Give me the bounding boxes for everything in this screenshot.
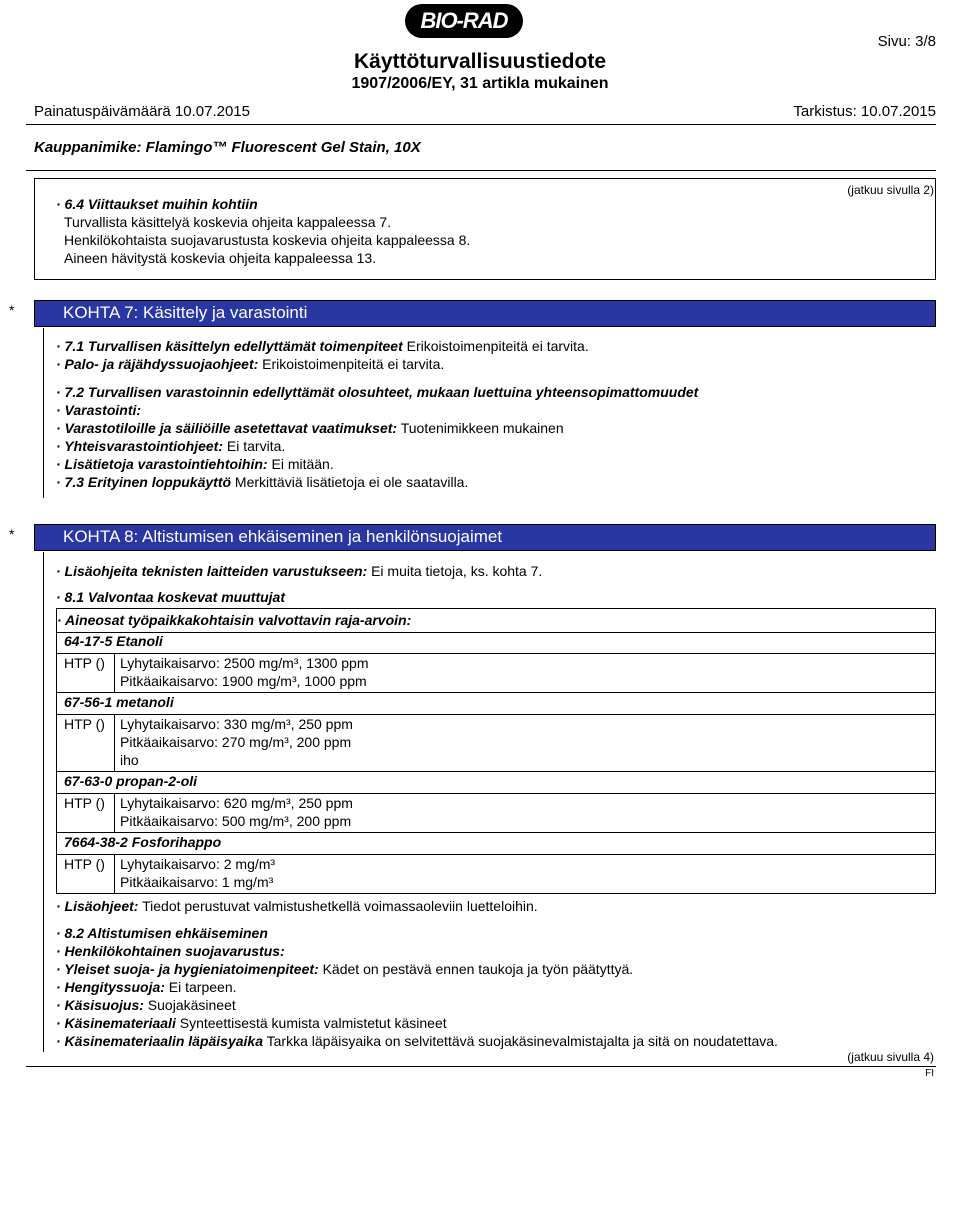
bio-rad-logo: BIO-RAD bbox=[405, 4, 523, 38]
limits-table-header bbox=[56, 608, 936, 633]
limit-value: Pitkäaikaisarvo: 1 mg/m³ bbox=[120, 874, 274, 890]
cell-divider bbox=[114, 794, 115, 832]
cell-divider bbox=[114, 855, 115, 893]
cell-divider bbox=[114, 715, 115, 771]
substance-name: 7664-38-2 Fosforihappo bbox=[64, 834, 222, 850]
s8-line-8-2: · 8.2 Altistumisen ehkäiseminen bbox=[56, 925, 268, 941]
limit-value: Lyhytaikaisarvo: 2500 mg/m³, 1300 ppm bbox=[120, 655, 369, 671]
s8-line-ppe: · Henkilökohtainen suojavarustus: bbox=[56, 943, 285, 959]
s8-line-technical: · Lisäohjeita teknisten laitteiden varustukseen: Ei muita tietoja, ks. kohta 7. bbox=[56, 563, 543, 579]
substance-values bbox=[56, 855, 936, 894]
revision-date: Tarkistus: 10.07.2015 bbox=[793, 103, 936, 120]
s7-line-7-1: · 7.1 Turvallisen käsittelyn edellyttämät toimenpiteet Erikoistoimenpiteitä ei tarvita. bbox=[56, 338, 589, 354]
s8-line-notes: · Lisäohjeet: Tiedot perustuvat valmistushetkellä voimassaoleviin luetteloihin. bbox=[56, 898, 538, 914]
s7-line-fire: · Palo- ja räjähdyssuojaohjeet: Erikoistoimenpiteitä ei tarvita. bbox=[56, 356, 445, 372]
substance-name: 67-63-0 propan-2-oli bbox=[64, 773, 198, 789]
substance-values bbox=[56, 794, 936, 833]
product-name: Kauppanimike: Flamingo™ Fluorescent Gel Stain, 10X bbox=[34, 139, 421, 156]
section-7-header bbox=[34, 300, 936, 327]
limit-value: Pitkäaikaisarvo: 500 mg/m³, 200 ppm bbox=[120, 813, 352, 829]
substance-row bbox=[56, 632, 936, 654]
limit-value: Pitkäaikaisarvo: 1900 mg/m³, 1000 ppm bbox=[120, 673, 367, 689]
substance-row bbox=[56, 693, 936, 715]
continued-from: (jatkuu sivulla 2) bbox=[847, 183, 934, 197]
limits-table-title: · Aineosat työpaikkakohtaisin valvottavin raja-arvoin: bbox=[57, 612, 412, 628]
continued-to: (jatkuu sivulla 4) bbox=[847, 1050, 934, 1064]
s8-line-hand: · Käsisuojus: Suojakäsineet bbox=[56, 997, 236, 1013]
substance-name: 64-17-5 Etanoli bbox=[64, 633, 163, 649]
s7-line-7-2: · 7.2 Turvallisen varastoinnin edellyttämät olosuhteet, mukaan luettuina yhteensopimattomuudet bbox=[56, 384, 699, 400]
cell-divider bbox=[114, 654, 115, 692]
substance-values bbox=[56, 715, 936, 772]
s8-line-glove-material: · Käsinemateriaali Synteettisestä kumista valmistetut käsineet bbox=[56, 1015, 447, 1031]
section-7-title: KOHTA 7: Käsittely ja varastointi bbox=[63, 303, 308, 322]
limit-type: HTP () bbox=[64, 856, 105, 872]
print-date: Painatuspäivämäärä 10.07.2015 bbox=[34, 103, 250, 120]
document-subtitle: 1907/2006/EY, 31 artikla mukainen bbox=[351, 75, 609, 92]
substance-row bbox=[56, 772, 936, 794]
s8-line-penetration: · Käsinemateriaalin läpäisyaika Tarkka läpäisyaika on selvitettävä suojakäsinevalmistajalta ja sitä on noudatettava. bbox=[56, 1033, 778, 1049]
section-6-4-title: · 6.4 Viittaukset muihin kohtiin bbox=[56, 196, 258, 212]
limit-value: iho bbox=[120, 752, 139, 768]
language-code: FI bbox=[925, 1068, 934, 1079]
section-6-4-line: Aineen hävitystä koskevia ohjeita kappaleessa 13. bbox=[64, 250, 377, 266]
limit-type: HTP () bbox=[64, 716, 105, 732]
section-8-header bbox=[34, 524, 936, 551]
s8-line-8-1: · 8.1 Valvontaa koskevat muuttujat bbox=[56, 589, 285, 605]
document-title: Käyttöturvallisuustiedote bbox=[353, 50, 607, 73]
substance-row bbox=[56, 833, 936, 855]
s7-line-7-3: · 7.3 Erityinen loppukäyttö Merkittäviä lisätietoja ei ole saatavilla. bbox=[56, 474, 469, 490]
s8-line-respiratory: · Hengityssuoja: Ei tarpeen. bbox=[56, 979, 237, 995]
product-rule bbox=[26, 170, 936, 171]
s7-line-storage: · Varastointi: bbox=[56, 402, 142, 418]
section-8-left-rule bbox=[43, 552, 44, 1052]
section-8-title: KOHTA 8: Altistumisen ehkäiseminen ja henkilönsuojaimet bbox=[63, 527, 503, 546]
s7-line-containers: · Varastotiloille ja säiliöille asetettavat vaatimukset: Tuotenimikkeen mukainen bbox=[56, 420, 564, 436]
section-6-4-line: Henkilökohtaista suojavarustusta koskevia ohjeita kappaleessa 8. bbox=[64, 232, 471, 248]
limit-type: HTP () bbox=[64, 795, 105, 811]
limit-type: HTP () bbox=[64, 655, 105, 671]
header-rule bbox=[26, 124, 936, 125]
revision-star: * bbox=[9, 526, 15, 542]
substance-values bbox=[56, 654, 936, 693]
limit-value: Lyhytaikaisarvo: 2 mg/m³ bbox=[120, 856, 276, 872]
limit-value: Lyhytaikaisarvo: 620 mg/m³, 250 ppm bbox=[120, 795, 353, 811]
footer-rule bbox=[26, 1066, 936, 1067]
limit-value: Pitkäaikaisarvo: 270 mg/m³, 200 ppm bbox=[120, 734, 352, 750]
limit-value: Lyhytaikaisarvo: 330 mg/m³, 250 ppm bbox=[120, 716, 353, 732]
s8-line-hygiene: · Yleiset suoja- ja hygieniatoimenpiteet: Kädet on pestävä ennen taukoja ja työn päätyttyä. bbox=[56, 961, 634, 977]
page-number: Sivu: 3/8 bbox=[877, 33, 936, 50]
section-7-left-rule bbox=[43, 328, 44, 498]
s7-line-further: · Lisätietoja varastointiehtoihin: Ei mitään. bbox=[56, 456, 334, 472]
s7-line-co-storage: · Yhteisvarastointiohjeet: Ei tarvita. bbox=[56, 438, 286, 454]
revision-star: * bbox=[9, 302, 15, 318]
section-6-4-line: Turvallista käsittelyä koskevia ohjeita kappaleessa 7. bbox=[64, 214, 392, 230]
substance-name: 67-56-1 metanoli bbox=[64, 694, 174, 710]
